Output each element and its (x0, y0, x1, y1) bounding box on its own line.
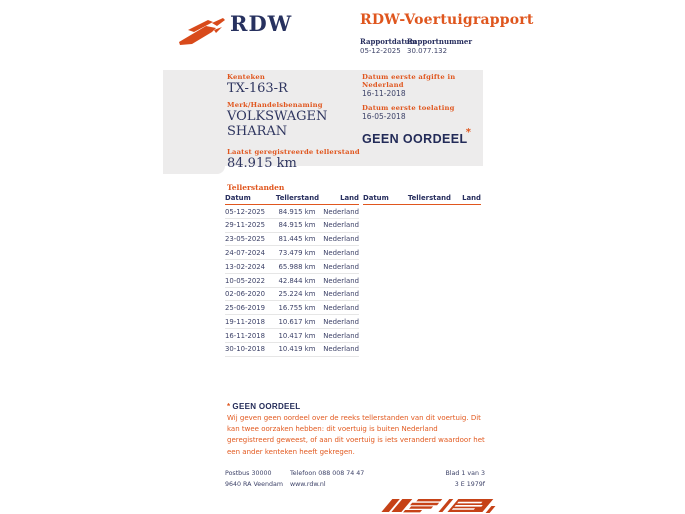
kenteken-label: Kenteken (227, 73, 266, 81)
vehicle-card-left-column (227, 73, 377, 171)
cell-land: Nederland (323, 331, 359, 340)
tellerstanden-table (225, 194, 359, 357)
cell-land: Nederland (323, 221, 359, 230)
cell-datum: 24-07-2024 (225, 248, 266, 257)
cell-datum: 05-12-2025 (225, 207, 266, 216)
cell-land: Nederland (323, 276, 359, 285)
vehicle-card-right-column (362, 73, 480, 146)
laatste-tellerstand-value: 84.915 km (227, 156, 297, 171)
cell-land: Nederland (323, 262, 359, 271)
website-link-text[interactable]: www.rdw.nl (290, 481, 326, 488)
cell-tellerstand: 42.844 km (278, 276, 316, 285)
tellerstanden-table-body (225, 205, 359, 357)
rdw-logo-text: RDW (230, 11, 293, 36)
footer-address-line1: Postbus 30000 (225, 470, 272, 477)
cell-datum: 29-11-2025 (225, 221, 266, 230)
column-header-datum: Datum (225, 194, 251, 202)
tellerstanden-table-header-2 (363, 194, 481, 205)
table-row (225, 288, 359, 302)
oordeel-asterisk: * (465, 127, 471, 138)
table-row (225, 246, 359, 260)
merk-value: VOLKSWAGEN (227, 109, 328, 124)
tellerstanden-table-header (225, 194, 359, 205)
footnote-heading (227, 402, 300, 411)
table-row (225, 315, 359, 329)
tellerstanden-heading: Tellerstanden (227, 183, 285, 192)
table-row (225, 329, 359, 343)
footnote-asterisk: * (227, 402, 231, 411)
table-row (225, 205, 359, 219)
merk-label: Merk/Handelsbenaming (227, 101, 323, 109)
table-row (225, 274, 359, 288)
cell-datum: 23-05-2025 (225, 235, 266, 244)
cell-tellerstand: 84.915 km (278, 207, 316, 216)
page-title: RDW-Voertuigrapport (360, 12, 534, 28)
cell-land: Nederland (323, 345, 359, 354)
cell-tellerstand: 84.915 km (278, 221, 316, 230)
cell-datum: 16-11-2018 (225, 331, 266, 340)
report-date-value: 05-12-2025 (360, 47, 401, 55)
table-row (225, 301, 359, 315)
handelsnaam-value: SHARAN (227, 124, 288, 139)
oordeel-status: GEEN OORDEEL (362, 132, 468, 146)
cell-datum: 19-11-2018 (225, 317, 266, 326)
cell-land: Nederland (323, 207, 359, 216)
rdw-speed-stripes-graphic (380, 497, 530, 514)
report-number-label: Rapportnummer (407, 37, 473, 46)
footer-form-code: 3 E 1979f (454, 481, 485, 488)
footer-website-link[interactable] (290, 481, 326, 488)
table-row (225, 219, 359, 233)
column-header-datum-2: Datum (363, 194, 389, 202)
column-header-tellerstand: Tellerstand (275, 194, 320, 202)
vehicle-summary-card (163, 70, 483, 171)
footer-phone: Telefoon 088 008 74 47 (290, 470, 365, 477)
cell-land: Nederland (323, 248, 359, 257)
report-date-label: Rapportdatum (360, 37, 418, 46)
cell-tellerstand: 10.617 km (278, 317, 316, 326)
cell-tellerstand: 10.419 km (278, 345, 316, 354)
cell-datum: 02-06-2020 (225, 290, 266, 299)
cell-datum: 30-10-2018 (225, 345, 266, 354)
footer-address-line2: 9640 RA Veendam (225, 481, 284, 488)
eerste-toelating-label: Datum eerste toelating (362, 104, 455, 112)
cell-tellerstand: 65.988 km (278, 262, 316, 271)
cell-datum: 25-06-2019 (225, 304, 266, 313)
footnote-body-text: Wij geven geen oordeel over de reeks tellerstanden van dit voertuig. Dit kan twee oorzaken hebben: dit voertuig is buiten Nederland geregistreerd geweest, of aan dit voertuig is iets veranderd waardoor het een ander kenteken heeft gekregen. (227, 414, 485, 456)
cell-land: Nederland (323, 304, 359, 313)
tellerstanden-table-continued (363, 194, 481, 205)
cell-tellerstand: 10.417 km (278, 331, 316, 340)
eerste-afgifte-value: 16-11-2018 (362, 89, 406, 98)
cell-tellerstand: 25.224 km (278, 290, 316, 299)
eerste-toelating-value: 16-05-2018 (362, 112, 406, 121)
cell-datum: 13-02-2024 (225, 262, 266, 271)
table-row (225, 260, 359, 274)
cell-land: Nederland (323, 235, 359, 244)
footer-page-indicator: Blad 1 van 3 (445, 470, 485, 477)
cell-tellerstand: 73.479 km (278, 248, 316, 257)
rdw-wing-logo-icon (178, 17, 228, 47)
table-row (225, 343, 359, 357)
report-number-value: 30.077.132 (407, 47, 448, 55)
cell-land: Nederland (323, 317, 359, 326)
cell-land: Nederland (323, 290, 359, 299)
cell-tellerstand: 16.755 km (278, 304, 316, 313)
footnote-heading-text: GEEN OORDEEL (232, 402, 301, 411)
eerste-afgifte-label: Datum eerste afgifte in Nederland (362, 73, 456, 89)
cell-datum: 10-05-2022 (225, 276, 266, 285)
column-header-land-2: Land (462, 194, 481, 202)
kenteken-value: TX-163-R (227, 81, 288, 96)
cell-tellerstand: 81.445 km (278, 235, 316, 244)
column-header-tellerstand-2: Tellerstand (407, 194, 451, 202)
laatste-tellerstand-label: Laatst geregistreerde tellerstand (227, 148, 360, 156)
column-header-land: Land (340, 194, 359, 202)
table-row (225, 233, 359, 247)
